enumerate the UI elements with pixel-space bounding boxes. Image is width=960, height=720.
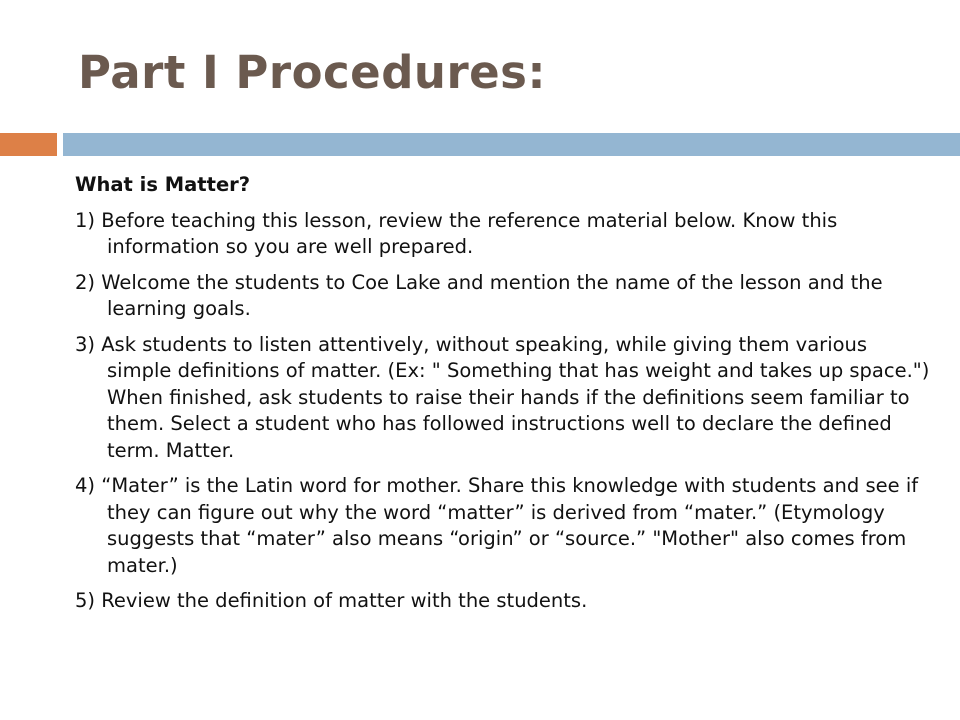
procedure-step-3: 3) Ask students to listen attentively, without speaking, while giving them various simple definitions of matter. (Ex: " Something that has weight and takes up space.") When finished, ask students to raise their hands if the definitions seem familiar to them. Select a student who has followed instructions well to declare the defined term. Matter.	[75, 332, 930, 462]
accent-bar-blue	[63, 133, 960, 156]
section-heading: What is Matter?	[75, 173, 251, 196]
slide-title: Part I Procedures:	[78, 46, 546, 99]
slide-body	[75, 172, 935, 624]
procedure-step-1: 1) Before teaching this lesson, review the reference material below. Know this information so you are well prepared.	[75, 208, 838, 258]
procedure-step-2: 2) Welcome the students to Coe Lake and mention the name of the lesson and the learning goals.	[75, 270, 883, 320]
procedure-step-4: 4) “Mater” is the Latin word for mother. Share this knowledge with students and see if they can figure out why the word “matter” is derived from “mater.” (Etymology suggests that “mater” also means “origin” or “source.” "Mother" also comes from mater.)	[75, 474, 919, 577]
accent-bar-orange	[0, 133, 57, 156]
procedure-step-5: 5) Review the definition of matter with the students.	[75, 589, 588, 612]
